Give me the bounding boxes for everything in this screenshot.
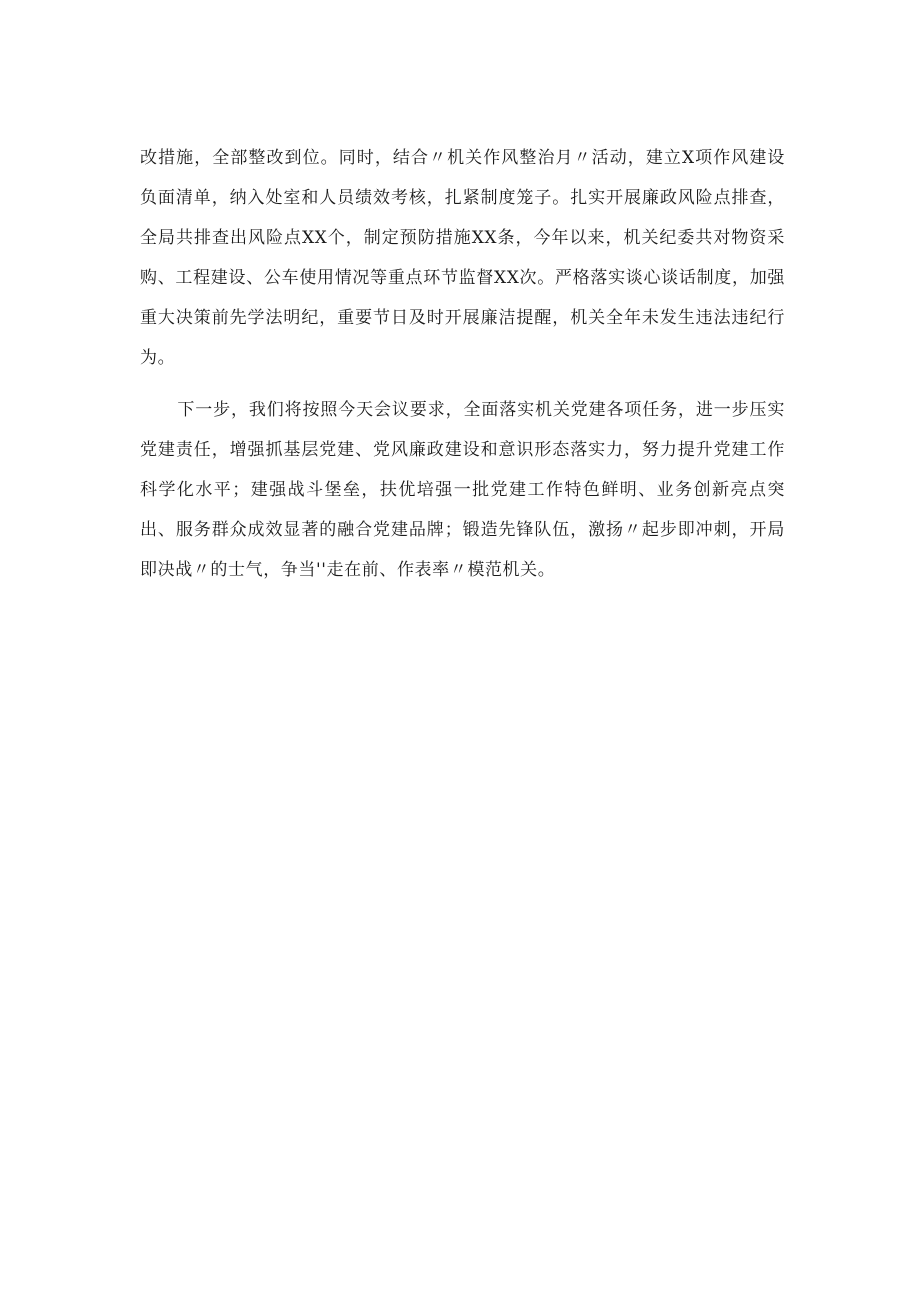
document-body [140, 138, 785, 590]
paragraph-continuation: 改措施，全部整改到位。同时，结合〃机关作风整治月〃活动，建立X项作风建设负面清单，纳入处室和人员绩效考核，扎紧制度笼子。扎实开展廉政风险点排查，全局共排查出风险点XX个，制定预防措施XX条，今年以来，机关纪委共对物资采购、工程建设、公车使用情况等重点环节监督XX次。严格落实谈心谈话制度，加强重大决策前先学法明纪，重要节日及时开展廉洁提醒，机关全年未发生违法违纪行为。 [140, 148, 785, 368]
paragraph-next-steps: 下一步，我们将按照今天会议要求，全面落实机关党建各项任务，进一步压实党建责任，增强抓基层党建、党风廉政建设和意识形态落实力，努力提升党建工作科学化水平；建强战斗堡垒，扶优培强一批党建工作特色鲜明、业务创新亮点突出、服务群众成效显著的融合党建品牌；锻造先锋队伍，激扬〃起步即冲刺，开局即决战〃的士气，争当''走在前、作表率〃模范机关。 [140, 400, 785, 580]
